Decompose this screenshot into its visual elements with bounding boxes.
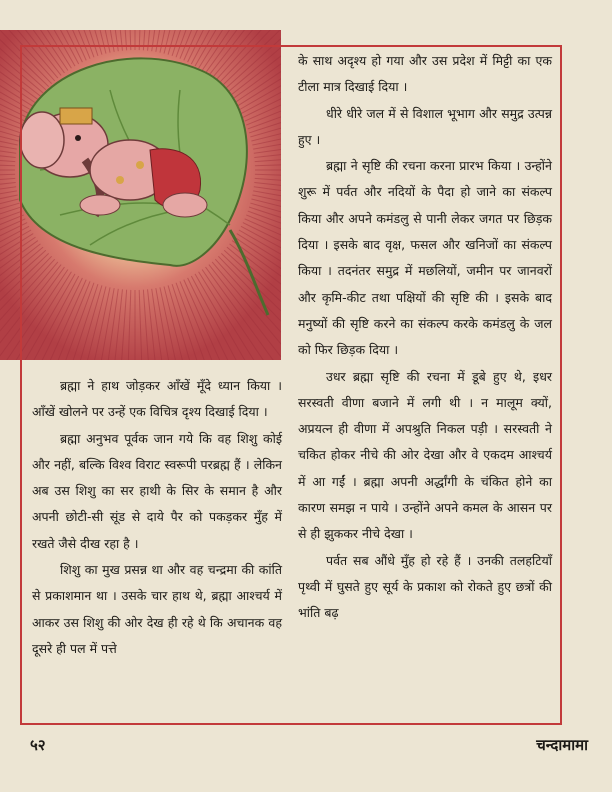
magazine-name: चन्दामामा [536, 736, 588, 754]
page-footer [24, 735, 588, 755]
paragraph: ब्रह्मा ने सृष्टि की रचना करना प्रारभ किया । उन्होंने शुरू में पर्वत और नदियों के पैदा हो जाने का संकल्प किया और अपने कमंडलु से पानी लेकर जगत पर छिड़क दिया । इसके बाद वृक्ष, फसल और खनिजों का संकल्प किया । तदनंतर समुद्र में मछलियों, जमीन पर जानवरों और कृमि-कीट तथा पक्षियों की सृष्टि की । इसके बाद मनुष्यों की सृष्टि करने का संकल्प करके कमंडलु के जल को फिर छिड़क दिया । [298, 158, 552, 358]
paragraph: पर्वत सब औंधे मुँह हो रहे हैं । उनकी तलहटियाँ पृथ्वी में घुसते हुए सूर्य के प्रकाश को रोकते हुए छत्रों की भांति बढ़ [298, 552, 552, 621]
paragraph: धीरे धीरे जल में से विशाल भूभाग और समुद्र उत्पन्न हुए । [298, 105, 552, 147]
paragraph: के साथ अदृश्य हो गया और उस प्रदेश में मिट्टी का एक टीला मात्र दिखाई दिया । [298, 53, 552, 95]
paragraph: ब्रह्मा अनुभव पूर्वक जान गये कि वह शिशु कोई और नहीं, बल्कि विश्व विराट स्वरूपी परब्रह्म हैं । लेकिन अब उस शिशु का सर हाथी के सिर के समान है और अपनी छोटी-सी सूंड से दाये पैर को पकड़कर मुँह में रखते जैसे दीख रहा है । [32, 430, 282, 551]
paragraph: उधर ब्रह्मा सृष्टि की रचना में डूबे हुए थे, इधर सरस्वती वीणा बजाने में लगी थी । न मालूम क्यों, अप्रयत्न ही वीणा में अपश्रुति निकल पड़ी । सरस्वती ने चकित होकर नीचे की ओर देखा और वे एकदम आश्चर्य में आ गईं । ब्रह्मा अपनी अर्द्धांगी के चंकित होने का कारण समझ न पाये । उन्होंने अपने कमल के आसन पर से ही झुककर नीचे देखा । [298, 368, 552, 542]
page-number: ५२ [30, 736, 46, 754]
paragraph: शिशु का मुख प्रसन्न था और वह चन्द्रमा की कांति से प्रकाशमान था । उसके चार हाथ थे, ब्रह्मा आश्चर्य में आकर उस शिशु की ओर देख ही रहे थे कि अचानक वह दूसरे ही पल में पत्ते [32, 562, 282, 656]
paragraph: ब्रह्मा ने हाथ जोड़कर आँखें मूँदे ध्यान किया । आँखें खोलने पर उन्हें एक विचित्र दृश्य दिखाई दिया । [32, 378, 282, 420]
text-column-right [298, 48, 552, 627]
text-column-left [32, 373, 282, 662]
